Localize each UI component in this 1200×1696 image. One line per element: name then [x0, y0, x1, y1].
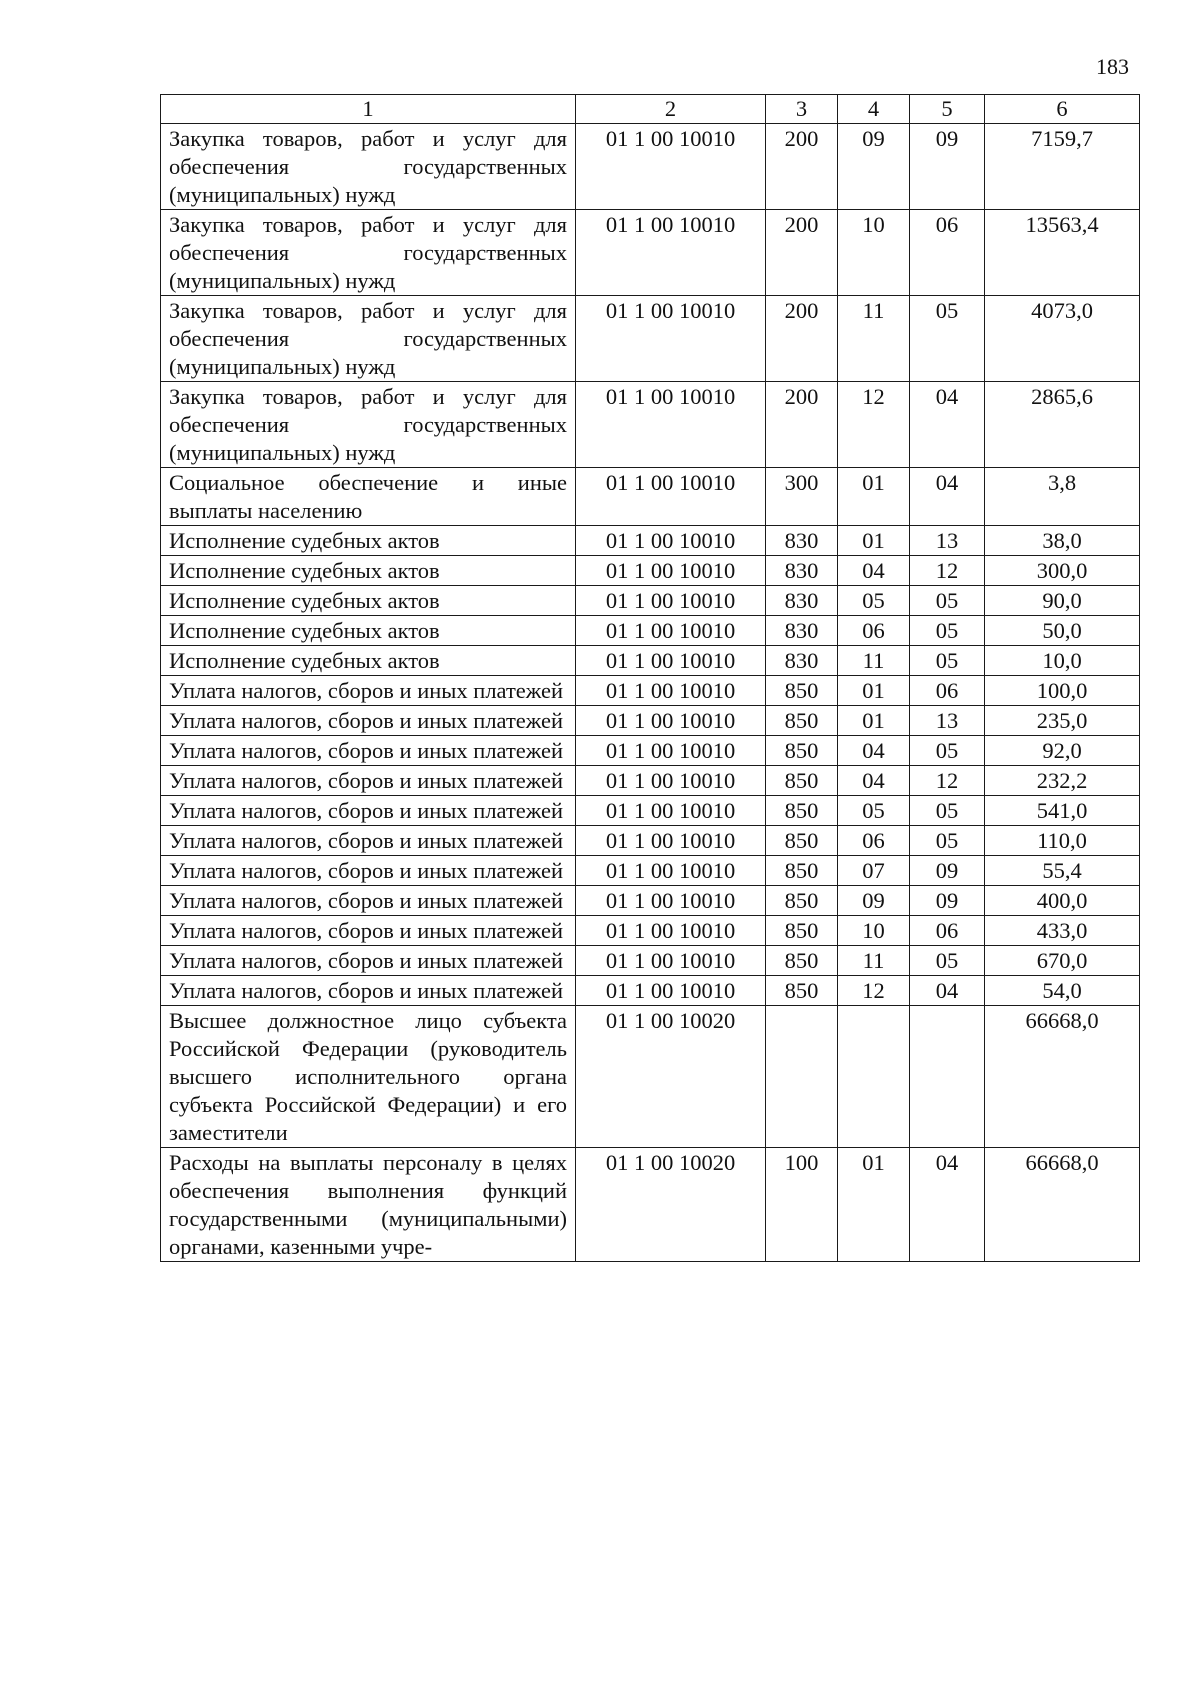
row-amount-cell: 90,0: [985, 586, 1140, 616]
row-section-cell: 01: [838, 676, 910, 706]
row-name-cell: Исполнение судебных актов: [161, 526, 576, 556]
row-code-cell: 01 1 00 10010: [576, 766, 766, 796]
row-code-cell: 01 1 00 10010: [576, 210, 766, 296]
row-section-cell: 12: [838, 382, 910, 468]
row-amount-cell: 541,0: [985, 796, 1140, 826]
table-body: [161, 124, 1140, 1262]
row-name-cell: Уплата налогов, сборов и иных платежей: [161, 886, 576, 916]
row-code-cell: 01 1 00 10010: [576, 916, 766, 946]
row-subsection-cell: 04: [910, 976, 985, 1006]
column-header: 2: [576, 95, 766, 124]
row-code-cell: 01 1 00 10010: [576, 976, 766, 1006]
row-amount-cell: 66668,0: [985, 1148, 1140, 1262]
row-name-cell: Уплата налогов, сборов и иных платежей: [161, 676, 576, 706]
row-subsection-cell: 13: [910, 526, 985, 556]
row-subsection-cell: 05: [910, 616, 985, 646]
row-name-cell: Социальное обеспечение и иные выплаты населению: [161, 468, 576, 526]
row-subsection-cell: 13: [910, 706, 985, 736]
row-name-cell: Уплата налогов, сборов и иных платежей: [161, 826, 576, 856]
row-section-cell: 11: [838, 296, 910, 382]
row-code-cell: 01 1 00 10010: [576, 526, 766, 556]
row-code-cell: 01 1 00 10010: [576, 886, 766, 916]
row-subsection-cell: 06: [910, 676, 985, 706]
row-subsection-cell: 05: [910, 586, 985, 616]
row-section-cell: [838, 1006, 910, 1148]
row-amount-cell: 110,0: [985, 826, 1140, 856]
row-amount-cell: 3,8: [985, 468, 1140, 526]
row-code-cell: 01 1 00 10010: [576, 856, 766, 886]
row-amount-cell: 670,0: [985, 946, 1140, 976]
row-subsection-cell: 05: [910, 296, 985, 382]
row-type-cell: [766, 1006, 838, 1148]
row-code-cell: 01 1 00 10020: [576, 1148, 766, 1262]
row-name-cell: Уплата налогов, сборов и иных платежей: [161, 856, 576, 886]
row-amount-cell: 55,4: [985, 856, 1140, 886]
row-name-cell: Уплата налогов, сборов и иных платежей: [161, 946, 576, 976]
table-row: [161, 646, 1140, 676]
row-amount-cell: 232,2: [985, 766, 1140, 796]
row-type-cell: 830: [766, 556, 838, 586]
table-row: [161, 296, 1140, 382]
row-section-cell: 07: [838, 856, 910, 886]
row-amount-cell: 13563,4: [985, 210, 1140, 296]
row-subsection-cell: [910, 1006, 985, 1148]
row-section-cell: 12: [838, 976, 910, 1006]
row-code-cell: 01 1 00 10010: [576, 946, 766, 976]
row-type-cell: 100: [766, 1148, 838, 1262]
row-type-cell: 850: [766, 766, 838, 796]
row-section-cell: 04: [838, 766, 910, 796]
table-row: [161, 586, 1140, 616]
row-name-cell: Расходы на выплаты персоналу в целях обеспечения выполнения функций государственными (муниципальными) органами, казенными учре-: [161, 1148, 576, 1262]
row-amount-cell: 235,0: [985, 706, 1140, 736]
row-section-cell: 01: [838, 526, 910, 556]
table-row: [161, 886, 1140, 916]
row-amount-cell: 10,0: [985, 646, 1140, 676]
row-type-cell: 850: [766, 886, 838, 916]
row-code-cell: 01 1 00 10010: [576, 468, 766, 526]
table-row: [161, 1148, 1140, 1262]
row-name-cell: Исполнение судебных актов: [161, 616, 576, 646]
row-section-cell: 05: [838, 796, 910, 826]
row-name-cell: Уплата налогов, сборов и иных платежей: [161, 916, 576, 946]
row-code-cell: 01 1 00 10010: [576, 296, 766, 382]
row-subsection-cell: 12: [910, 766, 985, 796]
row-code-cell: 01 1 00 10010: [576, 382, 766, 468]
row-type-cell: 850: [766, 946, 838, 976]
row-code-cell: 01 1 00 10010: [576, 676, 766, 706]
row-subsection-cell: 04: [910, 382, 985, 468]
row-code-cell: 01 1 00 10010: [576, 616, 766, 646]
row-type-cell: 200: [766, 124, 838, 210]
row-amount-cell: 433,0: [985, 916, 1140, 946]
column-header: 3: [766, 95, 838, 124]
column-header: 4: [838, 95, 910, 124]
table-row: [161, 676, 1140, 706]
row-subsection-cell: 05: [910, 826, 985, 856]
row-amount-cell: 54,0: [985, 976, 1140, 1006]
column-header: 5: [910, 95, 985, 124]
table-row: [161, 1006, 1140, 1148]
table-header-row: [161, 95, 1140, 124]
row-name-cell: Высшее должностное лицо субъекта Российской Федерации (руководитель высшего исполнительного органа субъекта Российской Федерации) и его заместители: [161, 1006, 576, 1148]
row-code-cell: 01 1 00 10010: [576, 826, 766, 856]
row-type-cell: 300: [766, 468, 838, 526]
row-section-cell: 10: [838, 210, 910, 296]
row-type-cell: 850: [766, 916, 838, 946]
table-row: [161, 616, 1140, 646]
row-code-cell: 01 1 00 10010: [576, 556, 766, 586]
row-amount-cell: 100,0: [985, 676, 1140, 706]
row-section-cell: 11: [838, 646, 910, 676]
table-row: [161, 796, 1140, 826]
row-code-cell: 01 1 00 10010: [576, 796, 766, 826]
row-type-cell: 200: [766, 210, 838, 296]
row-type-cell: 850: [766, 856, 838, 886]
table-row: [161, 468, 1140, 526]
row-type-cell: 850: [766, 676, 838, 706]
row-section-cell: 01: [838, 468, 910, 526]
row-type-cell: 830: [766, 616, 838, 646]
table-row: [161, 766, 1140, 796]
row-name-cell: Исполнение судебных актов: [161, 556, 576, 586]
row-name-cell: Исполнение судебных актов: [161, 586, 576, 616]
row-subsection-cell: 09: [910, 886, 985, 916]
row-code-cell: 01 1 00 10010: [576, 646, 766, 676]
table-row: [161, 210, 1140, 296]
row-type-cell: 200: [766, 382, 838, 468]
row-name-cell: Уплата налогов, сборов и иных платежей: [161, 766, 576, 796]
row-section-cell: 04: [838, 736, 910, 766]
table-row: [161, 946, 1140, 976]
row-type-cell: 850: [766, 976, 838, 1006]
row-subsection-cell: 05: [910, 736, 985, 766]
row-subsection-cell: 04: [910, 1148, 985, 1262]
table-row: [161, 124, 1140, 210]
table-row: [161, 706, 1140, 736]
row-type-cell: 850: [766, 826, 838, 856]
row-amount-cell: 300,0: [985, 556, 1140, 586]
row-name-cell: Уплата налогов, сборов и иных платежей: [161, 736, 576, 766]
row-subsection-cell: 05: [910, 946, 985, 976]
row-amount-cell: 92,0: [985, 736, 1140, 766]
row-type-cell: 830: [766, 646, 838, 676]
row-name-cell: Закупка товаров, работ и услуг для обеспечения государственных (муниципальных) нужд: [161, 210, 576, 296]
row-section-cell: 01: [838, 1148, 910, 1262]
row-subsection-cell: 06: [910, 916, 985, 946]
row-section-cell: 06: [838, 616, 910, 646]
row-section-cell: 01: [838, 706, 910, 736]
row-name-cell: Исполнение судебных актов: [161, 646, 576, 676]
row-section-cell: 06: [838, 826, 910, 856]
row-subsection-cell: 09: [910, 856, 985, 886]
row-type-cell: 200: [766, 296, 838, 382]
row-subsection-cell: 06: [910, 210, 985, 296]
row-amount-cell: 66668,0: [985, 1006, 1140, 1148]
row-subsection-cell: 12: [910, 556, 985, 586]
row-code-cell: 01 1 00 10020: [576, 1006, 766, 1148]
row-code-cell: 01 1 00 10010: [576, 586, 766, 616]
row-subsection-cell: 05: [910, 646, 985, 676]
row-amount-cell: 2865,6: [985, 382, 1140, 468]
table-row: [161, 382, 1140, 468]
page-number: 183: [1096, 54, 1129, 79]
table-row: [161, 976, 1140, 1006]
row-name-cell: Уплата налогов, сборов и иных платежей: [161, 706, 576, 736]
row-type-cell: 830: [766, 526, 838, 556]
table-row: [161, 556, 1140, 586]
row-amount-cell: 7159,7: [985, 124, 1140, 210]
row-name-cell: Закупка товаров, работ и услуг для обеспечения государственных (муниципальных) нужд: [161, 124, 576, 210]
row-amount-cell: 4073,0: [985, 296, 1140, 382]
row-type-cell: 850: [766, 736, 838, 766]
row-type-cell: 850: [766, 796, 838, 826]
row-subsection-cell: 04: [910, 468, 985, 526]
row-name-cell: Уплата налогов, сборов и иных платежей: [161, 976, 576, 1006]
row-section-cell: 11: [838, 946, 910, 976]
row-amount-cell: 400,0: [985, 886, 1140, 916]
row-code-cell: 01 1 00 10010: [576, 706, 766, 736]
row-amount-cell: 38,0: [985, 526, 1140, 556]
table-row: [161, 916, 1140, 946]
table-row: [161, 526, 1140, 556]
column-header: 1: [161, 95, 576, 124]
row-subsection-cell: 09: [910, 124, 985, 210]
table-row: [161, 856, 1140, 886]
row-section-cell: 04: [838, 556, 910, 586]
table-row: [161, 826, 1140, 856]
row-type-cell: 850: [766, 706, 838, 736]
row-name-cell: Закупка товаров, работ и услуг для обеспечения государственных (муниципальных) нужд: [161, 296, 576, 382]
row-name-cell: Уплата налогов, сборов и иных платежей: [161, 796, 576, 826]
row-section-cell: 05: [838, 586, 910, 616]
budget-table: [160, 94, 1140, 1262]
row-section-cell: 10: [838, 916, 910, 946]
row-subsection-cell: 05: [910, 796, 985, 826]
row-section-cell: 09: [838, 124, 910, 210]
row-code-cell: 01 1 00 10010: [576, 736, 766, 766]
row-type-cell: 830: [766, 586, 838, 616]
row-name-cell: Закупка товаров, работ и услуг для обеспечения государственных (муниципальных) нужд: [161, 382, 576, 468]
column-header: 6: [985, 95, 1140, 124]
row-section-cell: 09: [838, 886, 910, 916]
row-amount-cell: 50,0: [985, 616, 1140, 646]
table-row: [161, 736, 1140, 766]
row-code-cell: 01 1 00 10010: [576, 124, 766, 210]
